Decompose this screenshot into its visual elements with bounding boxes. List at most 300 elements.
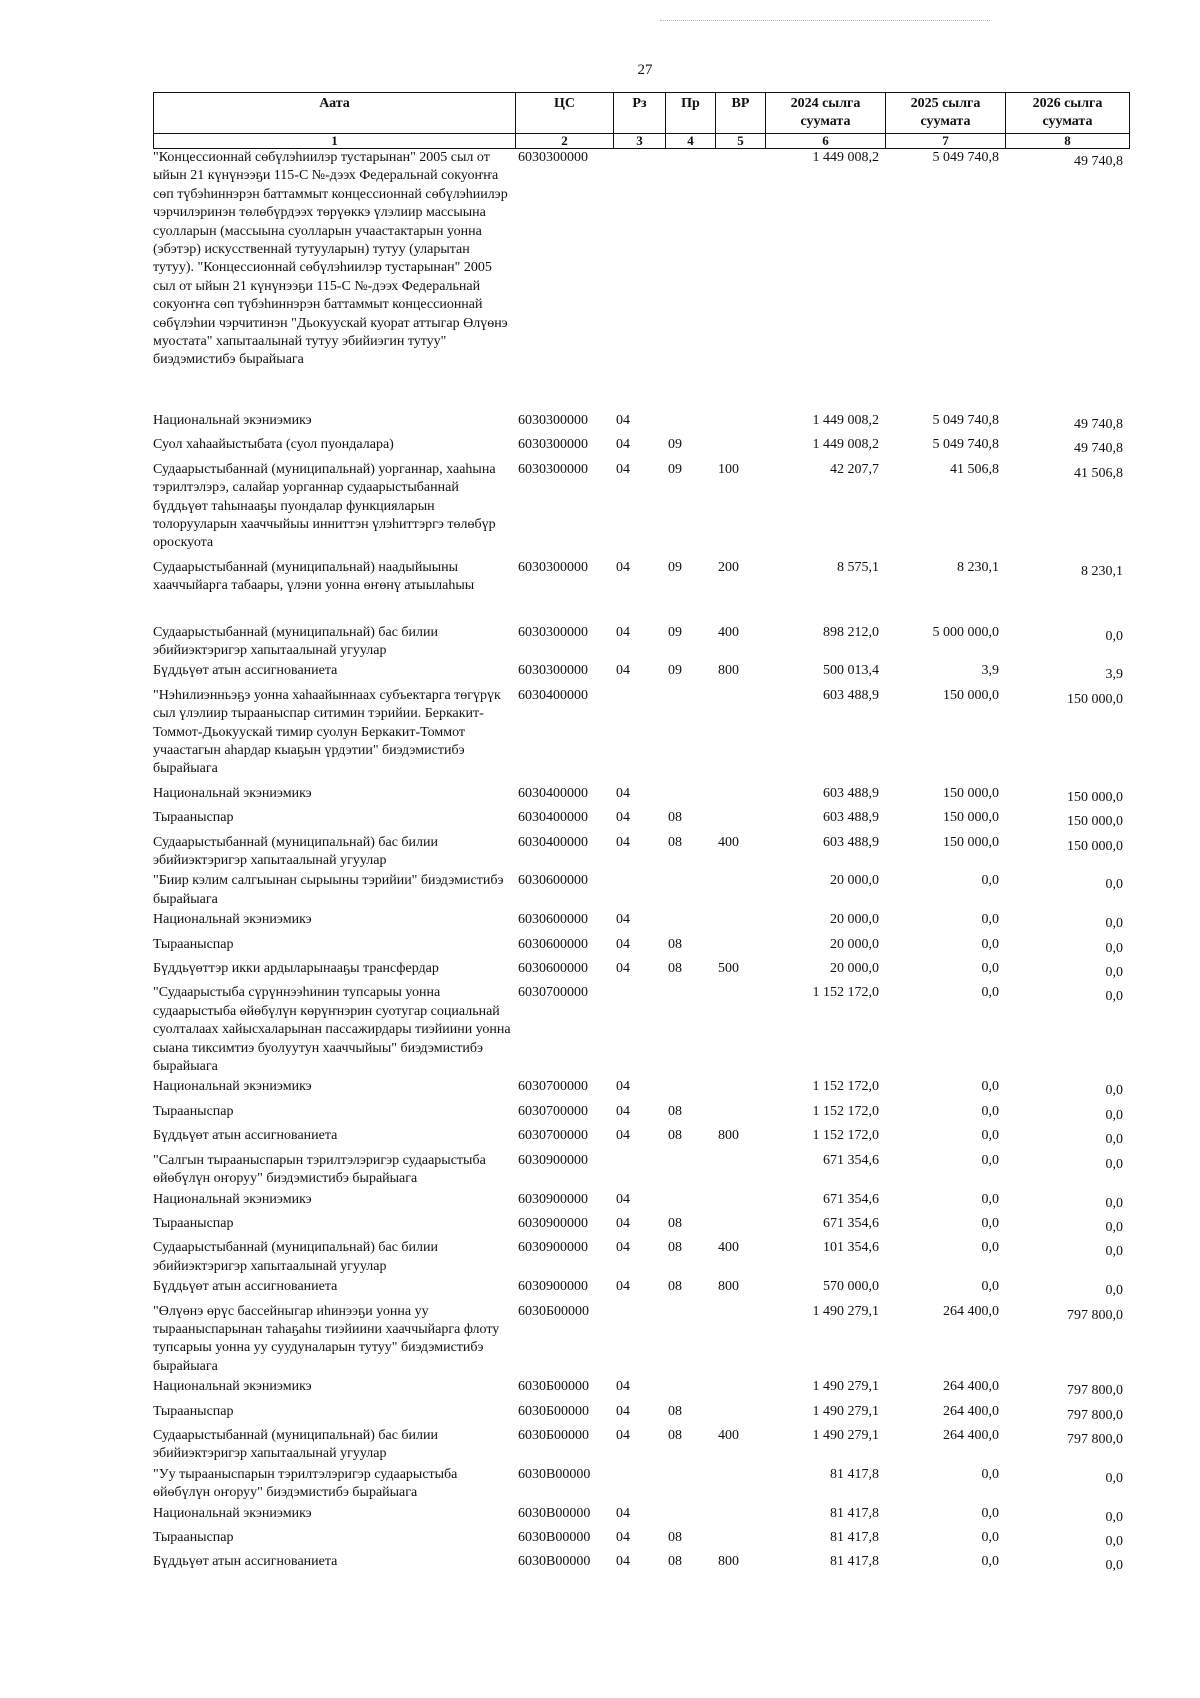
row-name: "Судаарыстыба сүрүннээһинин тупсарыы уонна судаарыстыба өйөбүлүн көрүҥнэрин суотугар социальнай суолталаах хайысхаларынан пассажирдары тиэйиини уонна сыана тиксимтиэ буолуутун хааччыйыы" биэдэмистибэ бырайыага — [153, 985, 511, 1075]
scan-artifact — [660, 20, 990, 23]
row-pr — [665, 984, 715, 1078]
row-amount-2025: 150 000,0 — [943, 834, 999, 850]
row-name: "Салгын тырааныспарын тэрилтэлэригэр судаарыстыба өйөбүлүн оҥоруу" биэдэмистибэ бырайыага — [153, 1152, 486, 1187]
row-pr: 09 — [668, 461, 682, 477]
row-amount-2025: 150 000,0 — [943, 687, 999, 703]
table-row — [153, 1303, 1129, 1379]
row-amount-2025: 5 049 740,8 — [932, 150, 999, 165]
row-name: Судаарыстыбаннай (муниципальнай) наадыйыыны хааччыйарга табаары, үлэни уонна өҥөнү атыылаһыы — [153, 559, 475, 594]
table-row — [153, 1378, 1129, 1402]
row-rz: 04 — [616, 663, 630, 679]
row-amount-2025: 0,0 — [981, 912, 999, 928]
column-number: 2 — [516, 134, 614, 149]
row-amount-2024: 603 488,9 — [823, 834, 879, 850]
row-pr: 08 — [668, 1279, 682, 1295]
row-amount-2024: 603 488,9 — [823, 785, 879, 801]
row-vr: 400 — [718, 1240, 739, 1256]
row-vr — [715, 1529, 765, 1553]
row-vr: 400 — [718, 624, 739, 640]
row-cs-code: 6030600000 — [518, 961, 588, 977]
row-cs-code: 6030В00000 — [518, 1466, 591, 1482]
row-amount-2026: 0,0 — [1105, 1083, 1123, 1099]
table-row — [153, 872, 1129, 911]
row-amount-2025: 264 400,0 — [943, 1427, 999, 1443]
row-vr — [715, 911, 765, 935]
table-row — [153, 1239, 1129, 1278]
row-amount-2024: 1 449 008,2 — [812, 412, 879, 428]
row-amount-2025: 0,0 — [981, 1152, 999, 1168]
row-amount-2025: 3,9 — [981, 663, 999, 679]
row-amount-2024: 20 000,0 — [830, 961, 879, 977]
row-name: "Өлүөнэ өрүс бассейныгар иһинээҕи уонна уу тырааныспарынан таһаҕаһы тиэйиини хааччыйарга флоту тупсарыы уонна уу суудуналарын тутуу" биэдэмистибэ бырайыага — [153, 1303, 500, 1374]
row-name: Бүддьүөт атын ассигнованиета — [153, 1554, 338, 1570]
row-amount-2025: 5 049 740,8 — [932, 412, 999, 428]
row-rz — [613, 984, 665, 1078]
row-amount-2024: 20 000,0 — [830, 873, 879, 889]
row-name: Бүддьүөт атын ассигнованиета — [153, 1128, 338, 1144]
row-vr — [715, 149, 765, 412]
row-name: Суол хаһаайыстыбата (суол пуондалара) — [153, 437, 394, 453]
row-pr: 09 — [668, 437, 682, 453]
row-rz: 04 — [616, 936, 630, 952]
row-pr — [665, 1303, 715, 1379]
header-col-2024: 2024 сылга суумата — [766, 93, 886, 134]
row-name: "Нэһилиэнньэҕэ уонна хаһаайыннаах субъектарга төгүрүк сыл үлэлиир тырааныспар ситимин тэрийии. Беркакит-Томмот-Дьокуускай тимир суолун Беркакит-Томмот учаастагын аһардар кыаҕын үрдэтии" биэдэмистибэ бырайыага — [153, 687, 501, 777]
row-amount-2025: 0,0 — [981, 1466, 999, 1482]
table-row — [153, 1529, 1129, 1553]
row-cs-code: 6030Б00000 — [518, 1403, 590, 1419]
row-vr — [715, 809, 765, 833]
row-vr — [715, 1078, 765, 1102]
row-name: Национальнай экэниэмикэ — [153, 1079, 312, 1095]
row-amount-2025: 264 400,0 — [943, 1379, 999, 1395]
row-name: "Уу тырааныспарын тэрилтэлэригэр судаарыстыба өйөбүлүн оҥоруу" биэдэмистибэ бырайыага — [153, 1466, 458, 1501]
row-rz: 04 — [616, 1191, 630, 1207]
row-pr — [665, 687, 715, 785]
row-name: Национальнай экэниэмикэ — [153, 1505, 312, 1521]
row-name: Судаарыстыбаннай (муниципальнай) уорганнар, хааһына тэрилтэлэрэ, салайар уорганнар судаарыстыбаннай бүддьүөт таһынааҕы пуондалар функцияларын толорууларын хааччыйыы инниттэн үлэһиттэргэ төлөбүр ороскуота — [153, 461, 496, 551]
budget-table — [153, 92, 1129, 1578]
column-number: 1 — [154, 134, 516, 149]
table-row — [153, 1553, 1129, 1577]
row-pr: 08 — [668, 936, 682, 952]
row-amount-2026: 0,0 — [1105, 1132, 1123, 1148]
row-vr — [715, 1378, 765, 1402]
table-body — [153, 149, 1129, 1578]
row-amount-2024: 1 490 279,1 — [812, 1379, 879, 1395]
table-row — [153, 436, 1129, 460]
row-cs-code: 6030900000 — [518, 1152, 588, 1168]
row-pr — [665, 911, 715, 935]
row-vr — [715, 687, 765, 785]
column-number: 7 — [886, 134, 1006, 149]
row-amount-2025: 264 400,0 — [943, 1403, 999, 1419]
row-cs-code: 6030Б00000 — [518, 1303, 590, 1319]
row-rz: 04 — [616, 1530, 630, 1545]
row-pr: 09 — [668, 559, 682, 575]
table-row — [153, 1505, 1129, 1529]
table-row — [153, 1466, 1129, 1505]
row-name: Тырааныспар — [153, 810, 234, 826]
row-amount-2026: 0,0 — [1105, 628, 1123, 644]
row-vr — [715, 1505, 765, 1529]
row-amount-2026: 0,0 — [1105, 1219, 1123, 1235]
row-cs-code: 6030300000 — [518, 412, 588, 428]
row-amount-2026: 0,0 — [1105, 1156, 1123, 1172]
row-amount-2025: 0,0 — [981, 1240, 999, 1256]
row-rz: 04 — [616, 1128, 630, 1144]
column-number: 5 — [716, 134, 766, 149]
row-amount-2024: 1 490 279,1 — [812, 1403, 879, 1419]
row-rz: 04 — [616, 1505, 630, 1521]
row-cs-code: 6030300000 — [518, 150, 588, 165]
row-pr: 08 — [668, 1128, 682, 1144]
row-name: Судаарыстыбаннай (муниципальнай) бас билии эбийиэктэригэр хапытаалынай угуулар — [153, 1427, 439, 1462]
row-vr — [715, 1103, 765, 1127]
column-number: 8 — [1006, 134, 1130, 149]
row-pr: 08 — [668, 1240, 682, 1256]
row-pr: 08 — [668, 1427, 682, 1443]
row-vr — [715, 412, 765, 436]
row-cs-code: 6030900000 — [518, 1240, 588, 1256]
row-vr — [715, 1403, 765, 1427]
column-number: 3 — [614, 134, 666, 149]
header-col-name: Аата — [154, 93, 516, 134]
row-pr — [665, 412, 715, 436]
row-amount-2026: 150 000,0 — [1067, 789, 1123, 805]
row-vr — [715, 785, 765, 809]
row-amount-2025: 0,0 — [981, 1191, 999, 1207]
row-amount-2024: 20 000,0 — [830, 912, 879, 928]
row-pr — [665, 1078, 715, 1102]
row-name: Тырааныспар — [153, 1530, 234, 1545]
row-amount-2024: 1 449 008,2 — [812, 437, 879, 453]
row-rz: 04 — [616, 624, 630, 640]
table-row — [153, 1427, 1129, 1466]
row-rz: 04 — [616, 1403, 630, 1419]
row-cs-code: 6030900000 — [518, 1215, 588, 1231]
row-cs-code: 6030700000 — [518, 1103, 588, 1119]
row-cs-code: 6030900000 — [518, 1191, 588, 1207]
row-rz: 04 — [616, 1427, 630, 1443]
row-cs-code: 6030700000 — [518, 1128, 588, 1144]
row-vr — [715, 1303, 765, 1379]
row-vr: 500 — [718, 961, 739, 977]
row-pr: 08 — [668, 834, 682, 850]
row-amount-2025: 150 000,0 — [943, 810, 999, 826]
row-amount-2026: 49 740,8 — [1074, 154, 1123, 169]
row-amount-2026: 49 740,8 — [1074, 416, 1123, 432]
row-amount-2024: 500 013,4 — [823, 663, 879, 679]
row-vr — [715, 1215, 765, 1239]
row-rz: 04 — [616, 834, 630, 850]
row-vr: 800 — [718, 663, 739, 679]
row-amount-2024: 603 488,9 — [823, 810, 879, 826]
row-cs-code: 6030700000 — [518, 1079, 588, 1095]
row-amount-2026: 41 506,8 — [1074, 465, 1123, 481]
row-amount-2026: 150 000,0 — [1067, 838, 1123, 854]
table-row — [153, 911, 1129, 935]
row-amount-2024: 671 354,6 — [823, 1152, 879, 1168]
row-amount-2026: 797 800,0 — [1067, 1431, 1123, 1447]
row-amount-2025: 5 049 740,8 — [932, 437, 999, 453]
row-cs-code: 6030400000 — [518, 785, 588, 801]
row-pr: 09 — [668, 624, 682, 640]
row-amount-2026: 797 800,0 — [1067, 1407, 1123, 1423]
table-row — [153, 984, 1129, 1078]
table-row — [153, 461, 1129, 559]
row-name: "Концессионнай сөбүлэһиилэр тустарынан" 2005 сыл от ыйын 21 күнүнээҕи 115-С №-дээх Федеральнай сокуоҥҥа сөп түбэһиннэрэн баттаммыт концессионнай сөбүлэһиилэр чэрчилэринэн төлөбүрдээх төрүөккэ үлэлиир массыына суолларын (массыына суолларын учаастактарын уонна (эбэтэр) искусственнай тутууларын) тутуу (уларытан тутуу). "Концессионнай сөбүлэһиилэр тустарынан" 2005 сыл от ыйын 21 күнүнээҕи 115-С №-дээх Федеральнай сокуоҥҥа сөп түбэһиннэрэн баттаммыт концессионнай сөбүлэһии чэрчитинэн "Дьокуускай куорат аттыгар Өлүөнэ муостата" хапытаалынай тутуу эбийиэгин тутуу" биэдэмистибэ бырайыага — [153, 150, 508, 368]
row-rz: 04 — [616, 559, 630, 575]
row-rz: 04 — [616, 1240, 630, 1256]
row-cs-code: 6030300000 — [518, 663, 588, 679]
row-name: Судаарыстыбаннай (муниципальнай) бас билии эбийиэктэригэр хапытаалынай угуулар — [153, 834, 439, 868]
table-row — [153, 559, 1129, 624]
row-pr — [665, 1378, 715, 1402]
row-cs-code: 6030300000 — [518, 624, 588, 640]
row-pr — [665, 872, 715, 911]
row-name: Тырааныспар — [153, 1215, 234, 1231]
row-cs-code: 6030300000 — [518, 461, 588, 477]
row-amount-2025: 0,0 — [981, 1505, 999, 1521]
row-pr — [665, 1152, 715, 1191]
row-cs-code: 6030900000 — [518, 1279, 588, 1295]
row-pr — [665, 1191, 715, 1215]
row-rz — [613, 1152, 665, 1191]
row-name: Бүддьүөттэр икки ардыларынааҕы трансфердар — [153, 961, 439, 977]
row-amount-2025: 0,0 — [981, 1530, 999, 1545]
row-amount-2026: 0,0 — [1105, 1534, 1123, 1549]
row-vr: 100 — [718, 461, 739, 477]
table-row — [153, 624, 1129, 663]
row-vr: 400 — [718, 1427, 739, 1443]
table-row — [153, 834, 1129, 873]
table-row — [153, 785, 1129, 809]
row-rz: 04 — [616, 1103, 630, 1119]
row-amount-2025: 0,0 — [981, 1103, 999, 1119]
row-cs-code: 6030300000 — [518, 437, 588, 453]
table-row — [153, 687, 1129, 785]
row-vr — [715, 1152, 765, 1191]
row-amount-2024: 1 152 172,0 — [812, 1079, 879, 1095]
row-amount-2026: 797 800,0 — [1067, 1383, 1123, 1399]
table-row — [153, 1215, 1129, 1239]
row-pr: 08 — [668, 1554, 682, 1570]
row-rz: 04 — [616, 1379, 630, 1395]
header-col-vr: ВР — [716, 93, 766, 134]
header-col-cs: ЦС — [516, 93, 614, 134]
row-rz: 04 — [616, 437, 630, 453]
row-cs-code: 6030600000 — [518, 912, 588, 928]
row-amount-2026: 0,0 — [1105, 1195, 1123, 1211]
row-cs-code: 6030В00000 — [518, 1530, 591, 1545]
row-amount-2025: 0,0 — [981, 873, 999, 889]
row-vr — [715, 872, 765, 911]
row-cs-code: 6030600000 — [518, 873, 588, 889]
row-name: Национальнай экэниэмикэ — [153, 412, 312, 428]
row-amount-2025: 0,0 — [981, 961, 999, 977]
row-amount-2026: 0,0 — [1105, 877, 1123, 893]
table-row — [153, 1127, 1129, 1151]
row-name: Национальнай экэниэмикэ — [153, 912, 312, 928]
row-rz: 04 — [616, 1279, 630, 1295]
row-cs-code: 6030400000 — [518, 810, 588, 826]
row-amount-2024: 1 152 172,0 — [812, 1128, 879, 1144]
row-vr — [715, 436, 765, 460]
row-amount-2026: 0,0 — [1105, 940, 1123, 956]
row-name: Бүддьүөт атын ассигнованиета — [153, 1279, 338, 1295]
row-amount-2024: 671 354,6 — [823, 1191, 879, 1207]
table-row — [153, 1191, 1129, 1215]
row-amount-2024: 1 490 279,1 — [812, 1427, 879, 1443]
row-name: Тырааныспар — [153, 1403, 234, 1419]
row-rz — [613, 687, 665, 785]
row-cs-code: 6030В00000 — [518, 1554, 591, 1570]
row-amount-2024: 81 417,8 — [830, 1554, 879, 1570]
row-rz: 04 — [616, 912, 630, 928]
row-pr: 08 — [668, 1103, 682, 1119]
row-amount-2026: 0,0 — [1105, 965, 1123, 981]
row-name: Национальнай экэниэмикэ — [153, 785, 312, 801]
table-row — [153, 149, 1129, 412]
column-number: 6 — [766, 134, 886, 149]
row-name: Национальнай экэниэмикэ — [153, 1191, 312, 1207]
row-amount-2024: 81 417,8 — [830, 1530, 879, 1545]
row-amount-2026: 0,0 — [1105, 1470, 1123, 1486]
row-amount-2025: 264 400,0 — [943, 1303, 999, 1319]
row-amount-2024: 671 354,6 — [823, 1215, 879, 1231]
row-vr: 800 — [718, 1128, 739, 1144]
row-name: Бүддьүөт атын ассигнованиета — [153, 663, 338, 679]
table-row — [153, 1278, 1129, 1302]
row-amount-2025: 0,0 — [981, 1128, 999, 1144]
row-rz — [613, 149, 665, 412]
row-amount-2024: 1 490 279,1 — [812, 1303, 879, 1319]
table-row — [153, 1403, 1129, 1427]
row-cs-code: 6030В00000 — [518, 1505, 591, 1521]
row-amount-2025: 0,0 — [981, 985, 999, 1001]
table-row — [153, 936, 1129, 960]
table-row — [153, 960, 1129, 984]
row-vr — [715, 1466, 765, 1505]
row-pr — [665, 1505, 715, 1529]
row-cs-code: 6030Б00000 — [518, 1379, 590, 1395]
row-cs-code: 6030Б00000 — [518, 1427, 590, 1443]
header-col-2025: 2025 сылга суумата — [886, 93, 1006, 134]
row-pr: 08 — [668, 1530, 682, 1545]
row-pr — [665, 785, 715, 809]
row-cs-code: 6030400000 — [518, 834, 588, 850]
row-amount-2024: 20 000,0 — [830, 936, 879, 952]
row-amount-2026: 150 000,0 — [1067, 814, 1123, 830]
row-amount-2025: 5 000 000,0 — [932, 624, 999, 640]
row-name: Судаарыстыбаннай (муниципальнай) бас билии эбийиэктэригэр хапытаалынай угуулар — [153, 624, 439, 658]
row-name: Тырааныспар — [153, 936, 234, 952]
row-vr — [715, 936, 765, 960]
row-amount-2026: 150 000,0 — [1067, 691, 1123, 707]
row-vr — [715, 1191, 765, 1215]
row-cs-code: 6030400000 — [518, 687, 588, 703]
table-row — [153, 1103, 1129, 1127]
row-amount-2024: 1 152 172,0 — [812, 1103, 879, 1119]
row-amount-2026: 0,0 — [1105, 916, 1123, 932]
row-amount-2024: 1 449 008,2 — [812, 150, 879, 165]
row-cs-code: 6030600000 — [518, 936, 588, 952]
row-amount-2025: 0,0 — [981, 1079, 999, 1095]
row-vr: 400 — [718, 834, 739, 850]
row-amount-2025: 0,0 — [981, 1279, 999, 1295]
row-rz — [613, 1303, 665, 1379]
column-number: 4 — [666, 134, 716, 149]
row-amount-2024: 8 575,1 — [837, 559, 879, 575]
row-amount-2026: 0,0 — [1105, 989, 1123, 1005]
row-amount-2026: 3,9 — [1105, 667, 1123, 683]
row-vr: 800 — [718, 1279, 739, 1295]
row-amount-2024: 101 354,6 — [823, 1240, 879, 1256]
row-rz: 04 — [616, 1554, 630, 1570]
table-row — [153, 809, 1129, 833]
row-rz — [613, 1466, 665, 1505]
row-rz — [613, 872, 665, 911]
row-amount-2025: 41 506,8 — [950, 461, 999, 477]
table-header — [153, 92, 1130, 149]
row-vr: 800 — [718, 1554, 739, 1570]
row-name: Национальнай экэниэмикэ — [153, 1379, 312, 1395]
row-amount-2025: 0,0 — [981, 936, 999, 952]
row-amount-2024: 570 000,0 — [823, 1279, 879, 1295]
row-amount-2024: 81 417,8 — [830, 1505, 879, 1521]
row-name: Тырааныспар — [153, 1103, 234, 1119]
row-amount-2024: 1 152 172,0 — [812, 985, 879, 1001]
row-amount-2026: 0,0 — [1105, 1558, 1123, 1574]
row-rz: 04 — [616, 461, 630, 477]
row-name: Судаарыстыбаннай (муниципальнай) бас билии эбийиэктэригэр хапытаалынай угуулар — [153, 1240, 439, 1274]
row-amount-2025: 0,0 — [981, 1554, 999, 1570]
table-row — [153, 1078, 1129, 1102]
row-rz: 04 — [616, 961, 630, 977]
row-pr — [665, 1466, 715, 1505]
header-col-rz: Рз — [614, 93, 666, 134]
row-pr: 08 — [668, 1215, 682, 1231]
row-pr — [665, 149, 715, 412]
table-row — [153, 662, 1129, 686]
page-number: 27 — [637, 62, 653, 78]
row-vr — [715, 984, 765, 1078]
row-amount-2024: 81 417,8 — [830, 1466, 879, 1482]
column-number-row — [154, 134, 1130, 149]
row-amount-2026: 0,0 — [1105, 1283, 1123, 1299]
row-pr: 08 — [668, 810, 682, 826]
row-cs-code: 6030300000 — [518, 559, 588, 575]
row-rz: 04 — [616, 810, 630, 826]
row-amount-2025: 8 230,1 — [957, 559, 999, 575]
row-rz: 04 — [616, 785, 630, 801]
row-pr: 08 — [668, 1403, 682, 1419]
row-amount-2024: 42 207,7 — [830, 461, 879, 477]
row-amount-2026: 49 740,8 — [1074, 441, 1123, 457]
row-pr: 08 — [668, 961, 682, 977]
row-rz: 04 — [616, 412, 630, 428]
row-amount-2026: 797 800,0 — [1067, 1307, 1123, 1323]
row-vr: 200 — [718, 559, 739, 575]
row-cs-code: 6030700000 — [518, 985, 588, 1001]
row-name: "Биир кэлим салгыынан сырыыны тэрийии" биэдэмистибэ бырайыага — [153, 873, 504, 907]
table-row — [153, 412, 1129, 436]
row-amount-2026: 0,0 — [1105, 1107, 1123, 1123]
row-rz: 04 — [616, 1079, 630, 1095]
header-col-2026: 2026 сылга суумата — [1006, 93, 1130, 134]
table-row — [153, 1152, 1129, 1191]
